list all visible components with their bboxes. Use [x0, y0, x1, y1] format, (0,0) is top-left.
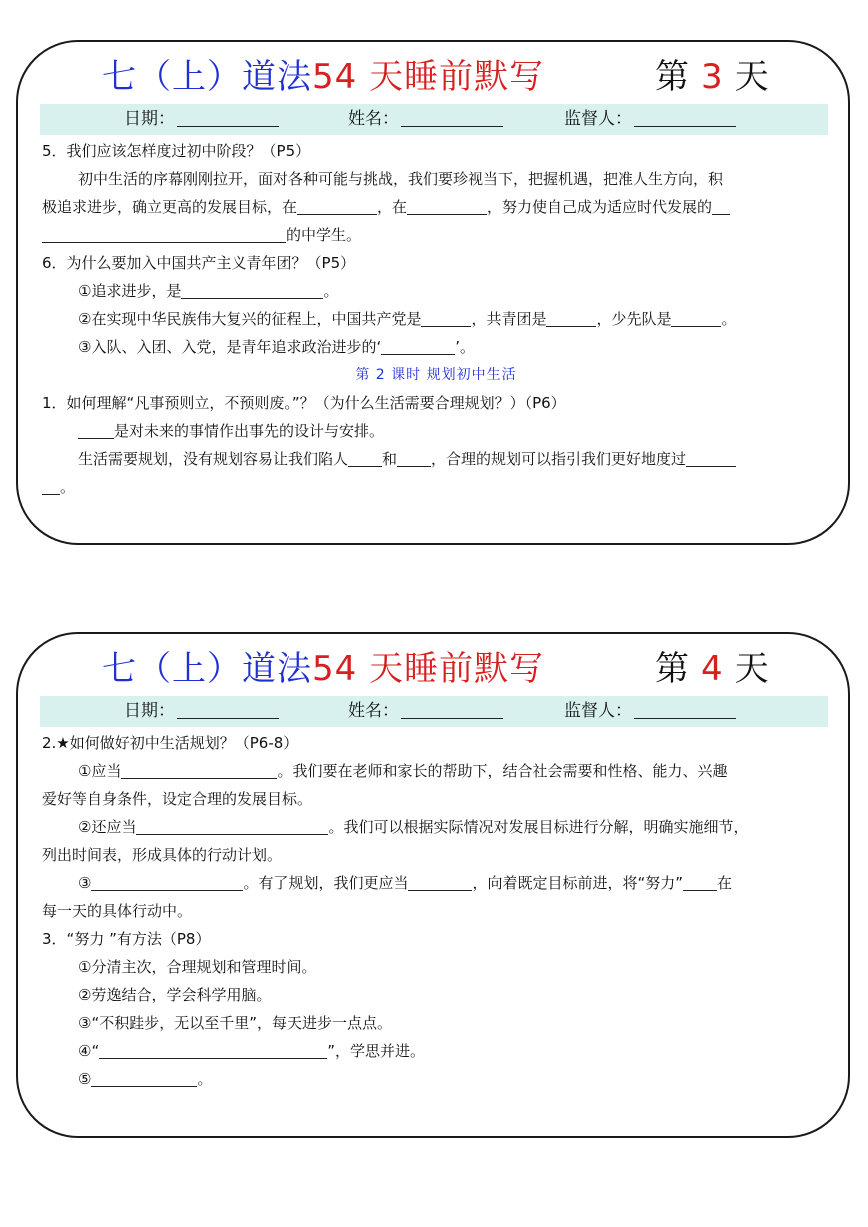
text-segment: 生活需要规划，没有规划容易让我们陷人	[78, 450, 349, 468]
day-prefix: 第	[655, 649, 689, 689]
answer-text: 初中生活的序幕刚刚拉开，面对各种可能与挑战，我们要珍视当下，把握机遇，把准人生方向，积	[78, 170, 724, 188]
supervisor-blank[interactable]	[634, 106, 736, 127]
text-segment: 极追求进步，确立更高的发展目标，在	[42, 198, 298, 216]
answer-text	[42, 1065, 830, 1093]
text-segment: ，在	[377, 198, 408, 216]
name-field[interactable]	[348, 104, 503, 135]
text-segment: ⑤	[78, 1070, 92, 1088]
fill-blank[interactable]	[671, 308, 721, 327]
fill-blank[interactable]	[381, 336, 455, 355]
text-segment: 。有了规划，我们更应当	[243, 874, 409, 892]
fill-blank[interactable]	[546, 308, 596, 327]
supervisor-label: 监督人：	[564, 701, 632, 721]
card-content	[42, 137, 830, 501]
day-suffix: 天	[734, 57, 769, 97]
answer-text: ①分清主次，合理规划和管理时间。	[78, 958, 317, 976]
date-label: 日期：	[124, 701, 175, 721]
fill-blank[interactable]	[297, 196, 377, 215]
answer-text	[42, 1037, 830, 1065]
text-segment: ②还应当	[78, 818, 137, 836]
question-3: 3．“努力 ”有方法（P8）	[42, 930, 211, 948]
fill-blank[interactable]	[683, 872, 717, 891]
fill-blank[interactable]	[121, 760, 277, 779]
day-prefix: 第	[655, 57, 689, 97]
card-title	[18, 644, 848, 694]
name-blank[interactable]	[401, 698, 503, 719]
text-segment: ”，学思并进。	[327, 1042, 425, 1060]
fill-blank[interactable]	[99, 1040, 327, 1059]
text-segment: ，努力使自己成为适应时代发展的	[487, 198, 713, 216]
title-day	[655, 52, 769, 102]
name-blank[interactable]	[401, 106, 503, 127]
title-program: 54 天睡前默写	[312, 649, 545, 689]
text-segment: ，少先队是	[596, 310, 672, 328]
fill-blank[interactable]	[181, 280, 323, 299]
day-suffix: 天	[734, 649, 769, 689]
date-blank[interactable]	[177, 698, 279, 719]
text-segment: 。	[197, 1070, 213, 1088]
question-5: 5．我们应该怎样度过初中阶段？（P5）	[42, 142, 311, 160]
fill-blank[interactable]	[408, 872, 472, 891]
text-segment: ③	[78, 874, 92, 892]
fill-blank[interactable]	[42, 476, 60, 495]
answer-text	[42, 221, 830, 249]
fill-blank[interactable]	[91, 872, 243, 891]
answer-text	[42, 445, 830, 473]
title-subject: 七（上）道法	[102, 57, 312, 97]
text-segment: ，向着既定目标前进，将“努力”	[472, 874, 684, 892]
title-day	[655, 644, 769, 694]
supervisor-label: 监督人：	[564, 109, 632, 129]
answer-text: 爱好等自身条件，设定合理的发展目标。	[42, 790, 313, 808]
worksheet-card-day-3	[16, 40, 850, 545]
fill-blank[interactable]	[421, 308, 471, 327]
info-bar	[40, 696, 828, 727]
fill-blank[interactable]	[42, 224, 286, 243]
answer-text: ③“不积跬步，无以至千里”，每天进步一点点。	[78, 1014, 392, 1032]
text-segment: ③入队、入团、入党，是青年追求政治进步的‘	[78, 338, 382, 356]
text-segment: 和	[382, 450, 398, 468]
text-segment: ，合理的规划可以指引我们更好地度过	[431, 450, 687, 468]
question-1: 1．如何理解“凡事预则立，不预则废。”？（为什么生活需要合理规划？）（P6）	[42, 394, 566, 412]
answer-text: ②劳逸结合，学会科学用脑。	[78, 986, 272, 1004]
text-segment: 。	[323, 282, 339, 300]
text-segment: 在	[717, 874, 733, 892]
title-main	[102, 52, 544, 102]
day-number: 3	[701, 57, 723, 97]
date-field[interactable]	[124, 104, 279, 135]
fill-blank[interactable]	[78, 420, 114, 439]
fill-blank[interactable]	[136, 816, 328, 835]
text-segment: 是对未来的事情作出事先的设计与安排。	[114, 422, 385, 440]
text-segment: 的中学生。	[286, 226, 362, 244]
text-segment: ①追求进步，是	[78, 282, 182, 300]
title-subject: 七（上）道法	[102, 649, 312, 689]
name-field[interactable]	[348, 696, 503, 727]
text-segment: 。	[721, 310, 737, 328]
fill-blank[interactable]	[348, 448, 382, 467]
supervisor-field[interactable]	[564, 696, 736, 727]
answer-text	[42, 277, 830, 305]
worksheet-card-day-4	[16, 632, 850, 1138]
day-number: 4	[701, 649, 723, 689]
date-field[interactable]	[124, 696, 279, 727]
text-segment: ’。	[455, 338, 475, 356]
answer-text	[42, 305, 830, 333]
fill-blank[interactable]	[91, 1068, 197, 1087]
text-segment: ④“	[78, 1042, 100, 1060]
card-title	[18, 52, 848, 102]
title-program: 54 天睡前默写	[312, 57, 545, 97]
name-label: 姓名：	[348, 109, 399, 129]
text-segment: ，共青团是	[471, 310, 547, 328]
supervisor-field[interactable]	[564, 104, 736, 135]
answer-text	[42, 473, 830, 501]
fill-blank[interactable]	[407, 196, 487, 215]
text-segment: 。我们可以根据实际情况对发展目标进行分解，明确实施细节，	[328, 818, 749, 836]
card-content	[42, 729, 830, 1093]
answer-text	[42, 813, 830, 841]
question-6: 6．为什么要加入中国共产主义青年团？（P5）	[42, 254, 356, 272]
name-label: 姓名：	[348, 701, 399, 721]
fill-blank[interactable]	[686, 448, 736, 467]
title-main	[102, 644, 544, 694]
answer-text	[42, 757, 830, 785]
fill-blank[interactable]	[712, 196, 730, 215]
supervisor-blank[interactable]	[634, 698, 736, 719]
date-blank[interactable]	[177, 106, 279, 127]
section-heading: 第 2 课时 规划初中生活	[355, 367, 517, 383]
fill-blank[interactable]	[397, 448, 431, 467]
answer-text: 每一天的具体行动中。	[42, 902, 193, 920]
text-segment: 。我们要在老师和家长的帮助下，结合社会需要和性格、能力、兴趣	[277, 762, 728, 780]
info-bar	[40, 104, 828, 135]
answer-text	[42, 869, 830, 897]
answer-text	[42, 193, 830, 221]
date-label: 日期：	[124, 109, 175, 129]
text-segment: ①应当	[78, 762, 122, 780]
text-segment: 。	[60, 478, 76, 496]
answer-text	[42, 333, 830, 361]
question-2: 2.★如何做好初中生活规划？（P6-8）	[42, 734, 299, 752]
answer-text: 列出时间表，形成具体的行动计划。	[42, 846, 283, 864]
answer-text	[42, 417, 830, 445]
text-segment: ②在实现中华民族伟大复兴的征程上，中国共产党是	[78, 310, 422, 328]
